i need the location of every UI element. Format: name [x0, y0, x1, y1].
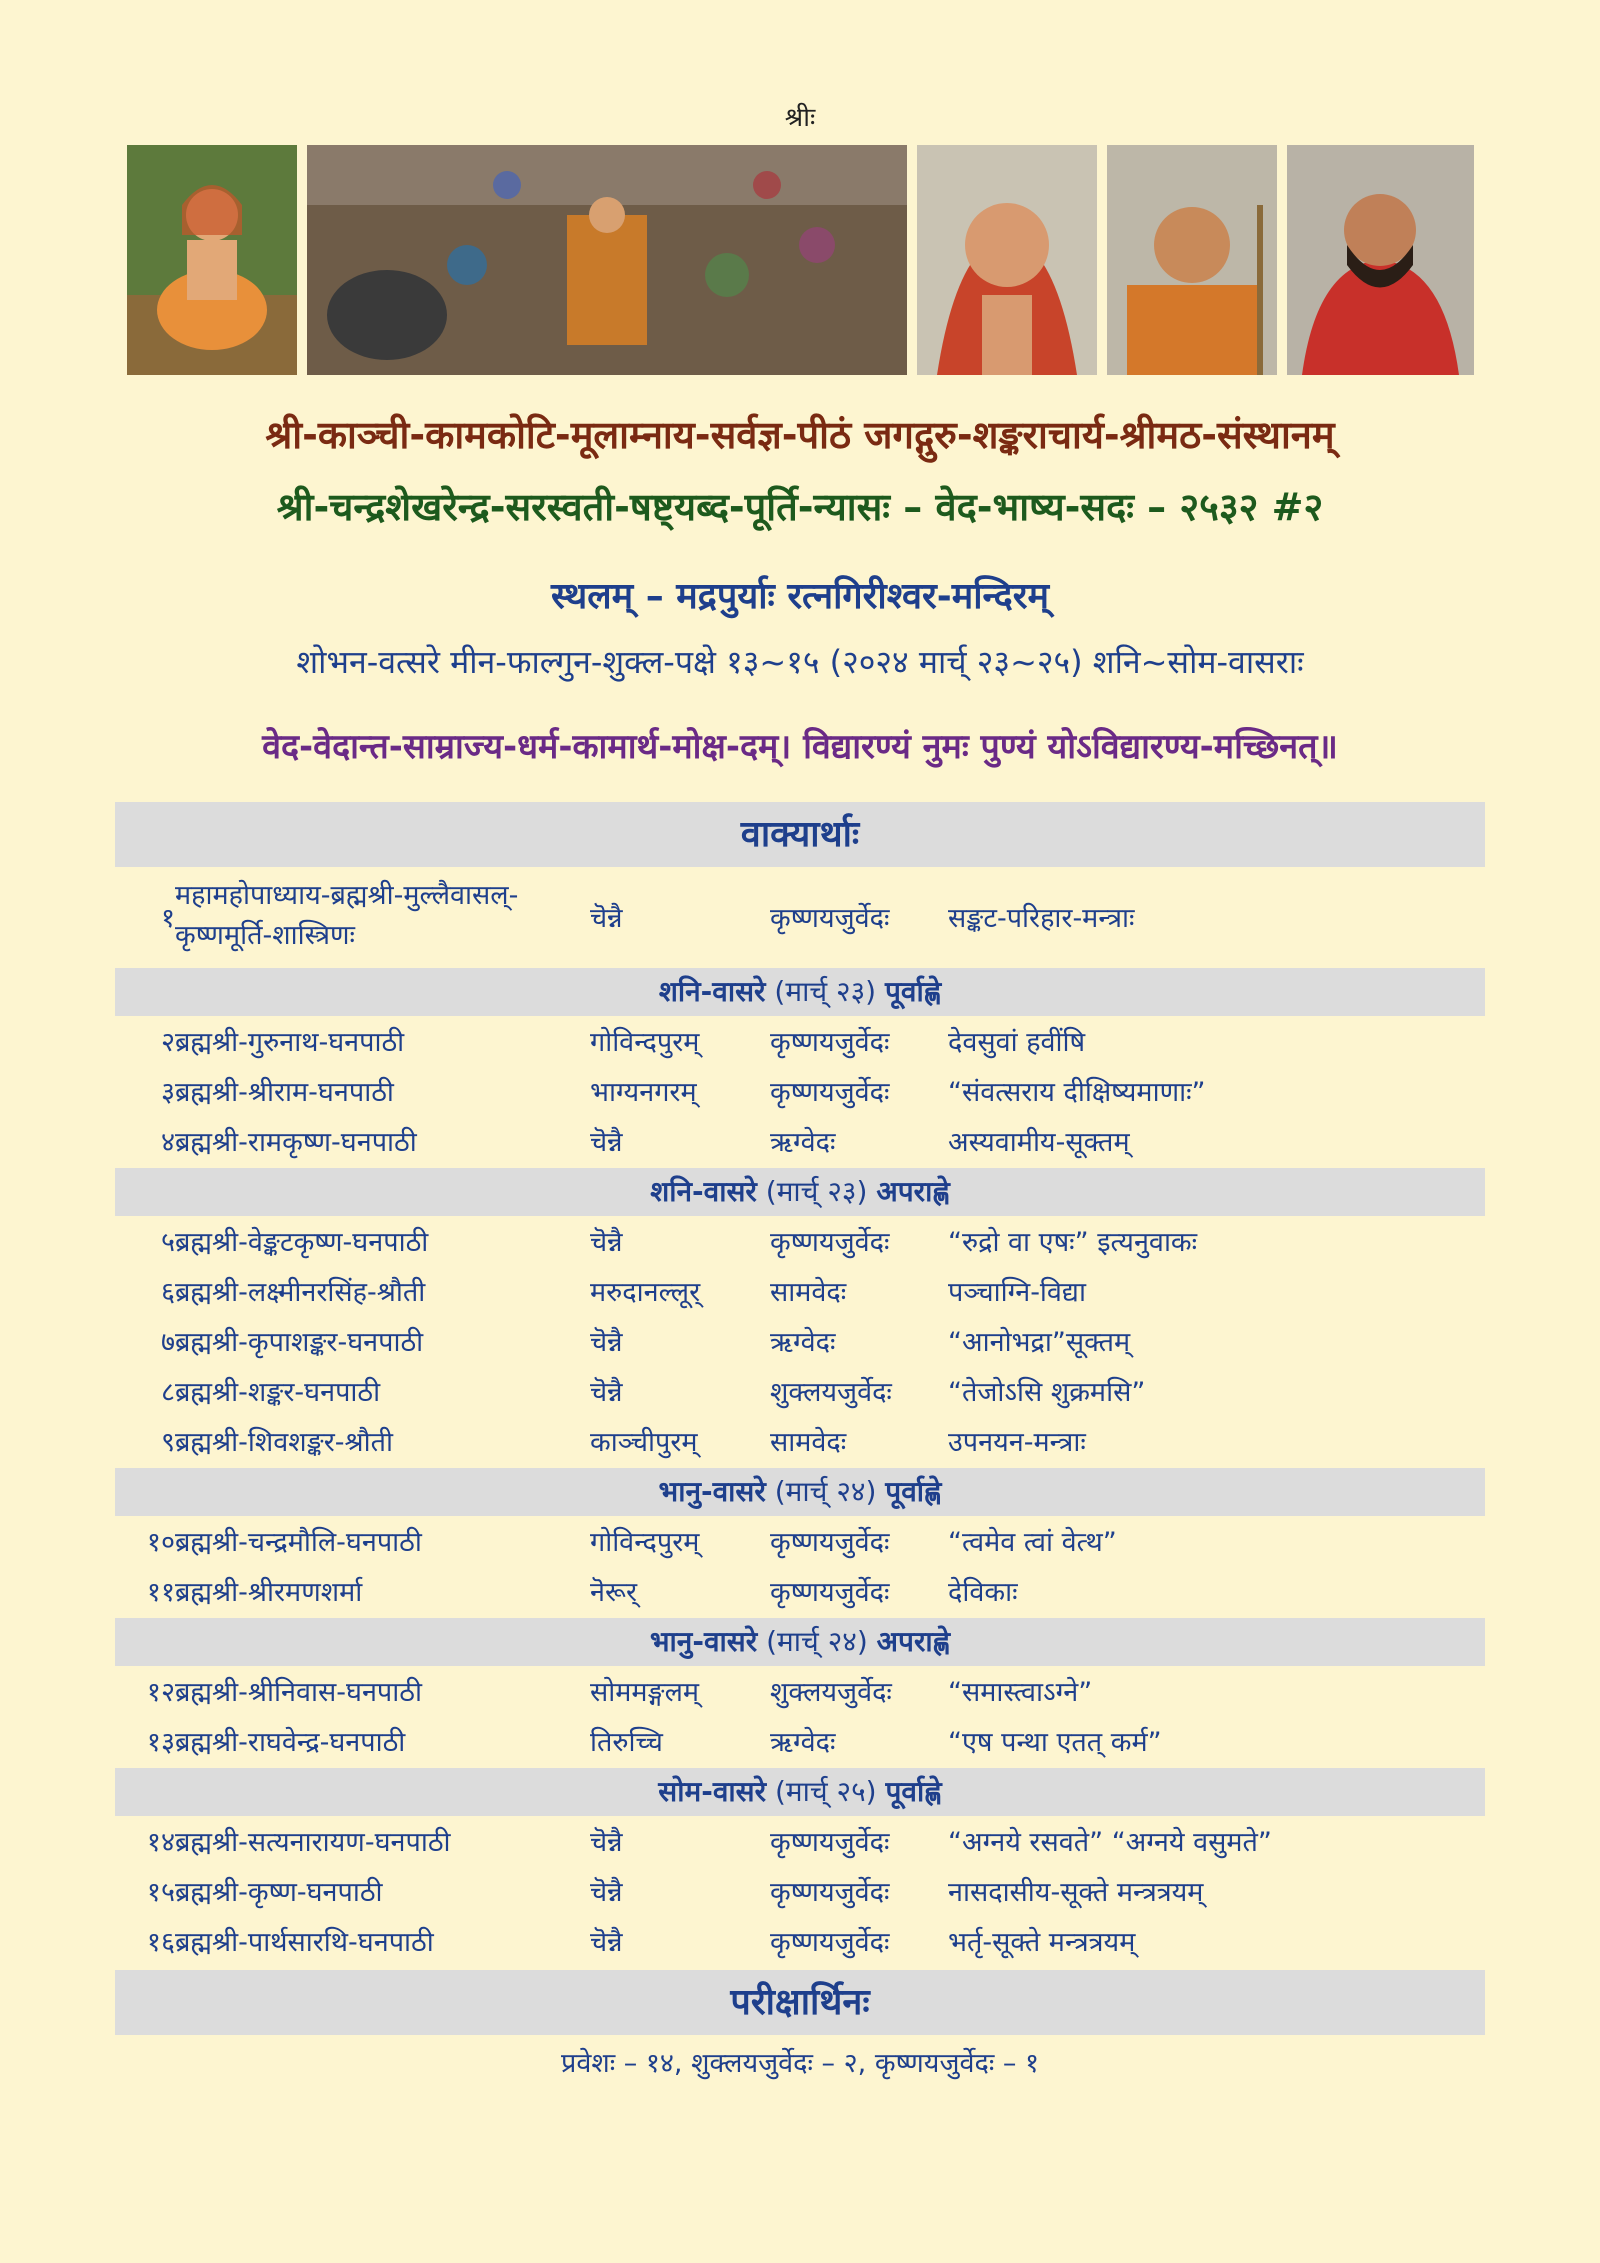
scholar-topic: भर्तृ-सूक्ते मन्त्रत्रयम्: [948, 1927, 1136, 1958]
scholar-place: भाग्यनगरम्: [590, 1077, 697, 1108]
row-number: ३: [160, 1077, 175, 1108]
session-heading: [115, 968, 1485, 1016]
scholar-place: चॆन्नै: [590, 1827, 623, 1858]
scholar-name: ब्रह्मश्री-श्रीराम-घनपाठी: [175, 1077, 394, 1108]
scholar-name: ब्रह्मश्री-गुरुनाथ-घनपाठी: [175, 1027, 405, 1058]
admission-summary: प्रवेशः – १४, शुक्लयजुर्वेदः – २, कृष्णयजुर्वेदः – १: [561, 2048, 1039, 2079]
scholar-name: ब्रह्मश्री-कृपाशङ्कर-घनपाठी: [175, 1327, 424, 1358]
session-part: अपराह्णे: [876, 1175, 950, 1208]
scholar-veda: कृष्णयजुर्वेदः: [770, 903, 890, 934]
scholar-veda: सामवेदः: [770, 1277, 847, 1308]
row-number: १: [160, 903, 175, 934]
scholar-veda: कृष्णयजुर्वेदः: [770, 1077, 890, 1108]
verse: वेद-वेदान्त-साम्राज्य-धर्म-कामार्थ-मोक्ष-दम्। विद्यारण्यं नुमः पुण्यं योऽविद्यारण्य-मच्छिनत्॥: [262, 727, 1338, 767]
scholar-veda: कृष्णयजुर्वेदः: [770, 1877, 890, 1908]
scholar-name: ब्रह्मश्री-रामकृष्ण-घनपाठी: [175, 1127, 417, 1158]
scholar-topic: सङ्कट-परिहार-मन्त्राः: [948, 903, 1135, 934]
row-number: ६: [160, 1277, 175, 1308]
date-line: शोभन-वत्सरे मीन-फाल्गुन-शुक्ल-पक्षे १३~१५ (२०२४ मार्च् २३~२५) शनि~सोम-वासराः: [296, 643, 1304, 681]
row-number: १३: [146, 1727, 175, 1758]
session-date: (मार्च् २३): [774, 975, 877, 1008]
row-number: ८: [160, 1377, 175, 1408]
scholar-place: नॆरूर्: [590, 1577, 638, 1608]
scholar-name: ब्रह्मश्री-शिवशङ्कर-श्रौती: [175, 1427, 393, 1458]
session-part: अपराह्णे: [876, 1625, 951, 1658]
scholar-name: ब्रह्मश्री-कृष्ण-घनपाठी: [175, 1877, 383, 1908]
scholar-veda: शुक्लयजुर्वेदः: [770, 1377, 892, 1408]
row-number: १०: [146, 1527, 175, 1558]
session-heading: [115, 1768, 1485, 1816]
mural-painting: [307, 145, 907, 375]
adi-shankara-portrait: [127, 145, 297, 375]
scholar-topic: “संवत्सराय दीक्षिष्यमाणाः”: [948, 1077, 1206, 1108]
scholar-name: ब्रह्मश्री-शङ्कर-घनपाठी: [175, 1377, 381, 1408]
scholar-topic: “अग्नये रसवते” “अग्नये वसुमते”: [948, 1827, 1272, 1858]
session-part: पूर्वाह्णे: [885, 1775, 942, 1808]
scholar-topic: “रुद्रो वा एषः” इत्यनुवाकः: [948, 1227, 1198, 1258]
session-day: सोम-वासरे: [658, 1775, 767, 1808]
header-photo-strip: [127, 145, 1474, 375]
scholar-name: ब्रह्मश्री-सत्यनारायण-घनपाठी: [175, 1827, 451, 1858]
scholar-topic: “तेजोऽसि शुक्रमसि”: [948, 1377, 1146, 1408]
scholar-name: ब्रह्मश्री-श्रीरमणशर्मा: [175, 1577, 363, 1608]
scholar-place: सोममङ्गलम्: [590, 1677, 700, 1708]
session-date: (मार्च् २४): [774, 1475, 877, 1508]
acharya-portrait-2: [1107, 145, 1277, 375]
row-number: ११: [146, 1577, 175, 1608]
session-date: (मार्च् २४): [766, 1625, 868, 1658]
scholar-place: चॆन्नै: [590, 1227, 623, 1258]
scholar-place: मरुदानल्लूर्: [590, 1277, 701, 1308]
scholar-topic: उपनयन-मन्त्राः: [948, 1427, 1086, 1458]
pariksharthinah-heading: परीक्षार्थिनः: [115, 1970, 1485, 2035]
acharya-portrait-1: [917, 145, 1097, 375]
row-number: २: [160, 1027, 175, 1058]
scholar-place: चॆन्नै: [590, 1877, 623, 1908]
session-heading: [115, 1618, 1485, 1666]
scholar-name: ब्रह्मश्री-वेङ्कटकृष्ण-घनपाठी: [175, 1227, 429, 1258]
scholar-place: चॆन्नै: [590, 1127, 623, 1158]
vakyartha-heading: वाक्यार्थाः: [115, 802, 1485, 867]
row-number: ७: [160, 1327, 175, 1358]
session-day: शनि-वासरे: [658, 975, 766, 1008]
title-line-2: श्री-चन्द्रशेखरेन्द्र-सरस्वती-षष्ट्यब्द-पूर्ति-न्यासः – वेद-भाष्य-सदः – २५३२ #२: [276, 485, 1324, 529]
scholar-veda: ऋग्वेदः: [770, 1727, 836, 1758]
venue: स्थलम् – मद्रपुर्याः रत्नगिरीश्वर-मन्दिरम्: [550, 576, 1050, 617]
session-day: शनि-वासरे: [650, 1175, 757, 1208]
scholar-place: चॆन्नै: [590, 1377, 623, 1408]
scholar-name: महामहोपाध्याय-ब्रह्मश्री-मुल्लैवासल्-कृष्णमूर्ति-शास्त्रिणः: [175, 880, 519, 951]
session-day: भानु-वासरे: [658, 1475, 766, 1508]
session-part: पूर्वाह्णे: [885, 1475, 942, 1508]
scholar-veda: ऋग्वेदः: [770, 1327, 836, 1358]
session-date: (मार्च् २५): [774, 1775, 877, 1808]
scholar-topic: अस्यवामीय-सूक्तम्: [948, 1127, 1130, 1158]
scholar-place: गोविन्दपुरम्: [590, 1027, 700, 1058]
scholar-veda: कृष्णयजुर्वेदः: [770, 1827, 890, 1858]
session-date: (मार्च् २३): [765, 1175, 868, 1208]
top-mark: श्रीः: [784, 103, 816, 133]
row-number: ५: [160, 1227, 175, 1258]
scholar-place: काञ्चीपुरम्: [590, 1427, 698, 1458]
scholar-veda: कृष्णयजुर्वेदः: [770, 1527, 890, 1558]
scholar-veda: कृष्णयजुर्वेदः: [770, 1227, 890, 1258]
row-number: १४: [146, 1827, 175, 1858]
scholar-place: चॆन्नै: [590, 1927, 623, 1958]
scholar-veda: सामवेदः: [770, 1427, 847, 1458]
scholar-topic: नासदासीय-सूक्ते मन्त्रत्रयम्: [948, 1877, 1204, 1908]
scholar-veda: ऋग्वेदः: [770, 1127, 836, 1158]
scholar-name: ब्रह्मश्री-श्रीनिवास-घनपाठी: [175, 1677, 422, 1708]
session-heading: [115, 1168, 1485, 1216]
scholar-topic: पञ्चाग्नि-विद्या: [948, 1277, 1086, 1308]
scholar-topic: देवसुवां हवींषि: [948, 1027, 1086, 1058]
scholar-name: ब्रह्मश्री-राघवेन्द्र-घनपाठी: [175, 1727, 406, 1758]
session-heading: [115, 1468, 1485, 1516]
scholar-veda: कृष्णयजुर्वेदः: [770, 1577, 890, 1608]
row-number: १२: [146, 1677, 175, 1708]
title-line-1: श्री-काञ्ची-कामकोटि-मूलाम्नाय-सर्वज्ञ-पीठं जगद्गुरु-शङ्कराचार्य-श्रीमठ-संस्थानम्: [265, 413, 1335, 457]
scholar-topic: देविकाः: [948, 1577, 1018, 1608]
scholar-topic: “त्वमेव त्वां वेत्थ”: [948, 1527, 1117, 1558]
scholar-veda: शुक्लयजुर्वेदः: [770, 1677, 892, 1708]
scholar-name: ब्रह्मश्री-लक्ष्मीनरसिंह-श्रौती: [175, 1277, 426, 1308]
session-day: भानु-वासरे: [649, 1625, 758, 1658]
row-number: ४: [160, 1127, 175, 1158]
scholar-name: ब्रह्मश्री-चन्द्रमौलि-घनपाठी: [175, 1527, 422, 1558]
session-part: पूर्वाह्णे: [884, 975, 942, 1008]
scholar-topic: “आनोभद्रा”सूक्तम्: [948, 1327, 1131, 1358]
scholar-name: ब्रह्मश्री-पार्थसारथि-घनपाठी: [175, 1927, 434, 1958]
row-number: ९: [160, 1427, 175, 1458]
scholar-place: तिरुच्चि: [590, 1727, 663, 1758]
acharya-portrait-3: [1287, 145, 1474, 375]
scholar-topic: “एष पन्था एतत् कर्म”: [948, 1727, 1162, 1758]
scholar-veda: कृष्णयजुर्वेदः: [770, 1927, 890, 1958]
scholar-veda: कृष्णयजुर्वेदः: [770, 1027, 890, 1058]
scholar-topic: “समास्त्वाऽग्ने”: [948, 1677, 1093, 1708]
row-number: १६: [146, 1927, 175, 1958]
scholar-place: चॆन्नै: [590, 903, 623, 934]
row-number: १५: [146, 1877, 175, 1908]
scholar-place: गोविन्दपुरम्: [590, 1527, 700, 1558]
scholar-place: चॆन्नै: [590, 1327, 623, 1358]
